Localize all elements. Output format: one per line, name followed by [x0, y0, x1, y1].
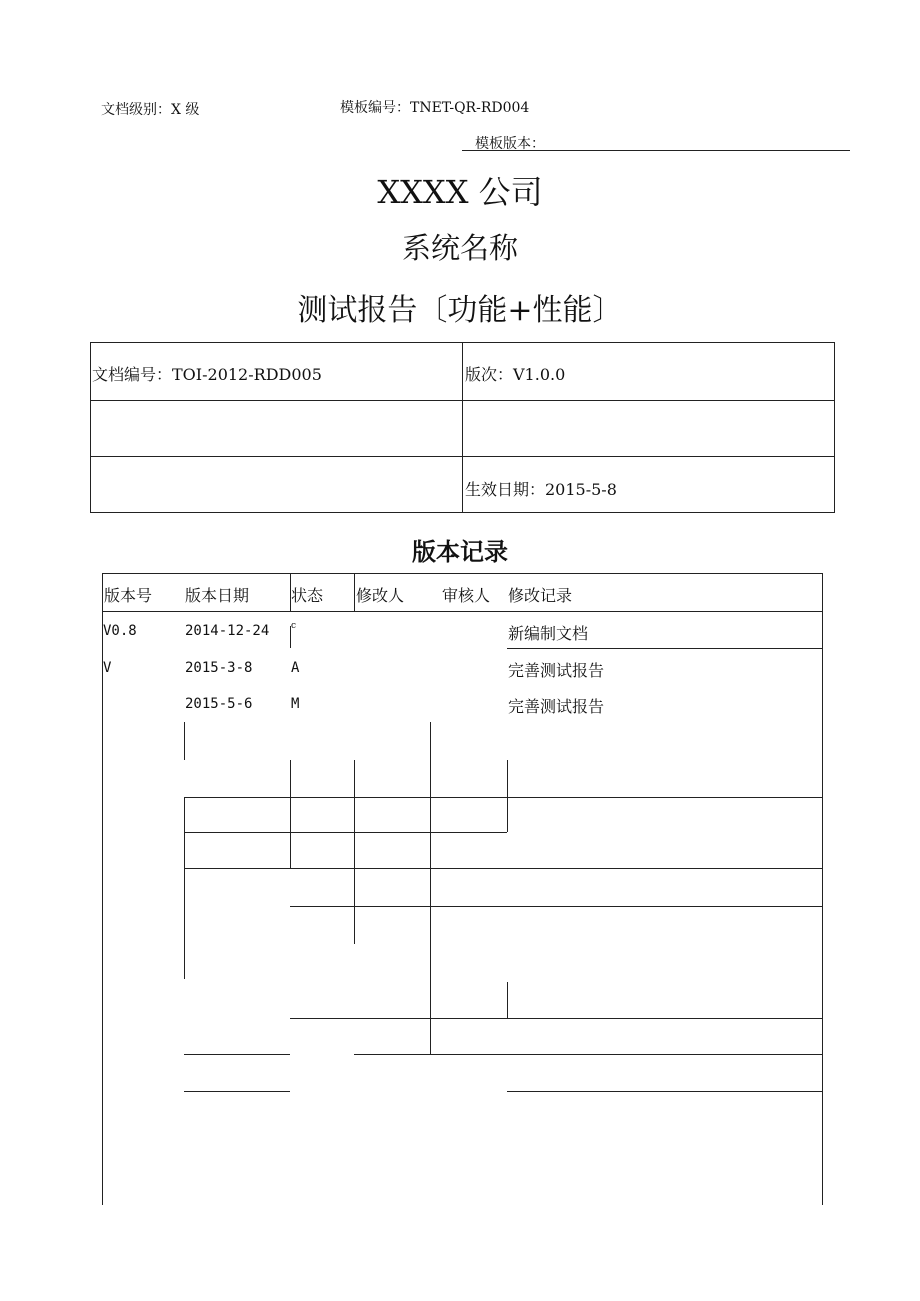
- info-table-col-divider: [462, 342, 463, 513]
- system-name-title: 系统名称: [401, 231, 518, 265]
- version-table-col-divider: [354, 573, 355, 611]
- col-header-reviewer: 审核人: [442, 586, 491, 605]
- grid-line: [290, 1018, 823, 1019]
- grid-line: [507, 982, 508, 1018]
- row-1-date: 2014-12-24: [185, 623, 270, 639]
- template-version-underline: [462, 150, 850, 151]
- row-1-record: 新编制文档: [508, 624, 589, 643]
- grid-line: [507, 1091, 823, 1092]
- col-header-record: 修改记录: [508, 586, 573, 605]
- row-2-version: V: [103, 660, 112, 676]
- row-3-status: M: [291, 696, 300, 712]
- grid-line: [184, 797, 185, 869]
- company-title: XXXX 公司: [377, 173, 543, 211]
- row-2-record: 完善测试报告: [508, 661, 605, 680]
- grid-line: [184, 868, 823, 869]
- row-1-version: V0.8: [103, 623, 137, 639]
- col-header-date: 版本日期: [185, 586, 250, 605]
- grid-line: [184, 722, 185, 760]
- document-number: 文档编号：TOI-2012-RDD005: [92, 365, 322, 384]
- grid-line: [354, 1054, 823, 1055]
- version-table-top-border: [102, 573, 823, 574]
- col-header-modifier: 修改人: [356, 586, 405, 605]
- row-2-status: A: [291, 660, 300, 676]
- grid-line: [290, 906, 823, 907]
- edition: 版次：V1.0.0: [465, 365, 566, 384]
- grid-line: [184, 1091, 290, 1092]
- row-3-record: 完善测试报告: [508, 697, 605, 716]
- row-3-date: 2015-5-6: [185, 696, 253, 712]
- col-header-version: 版本号: [104, 586, 153, 605]
- report-title: 测试报告〔功能+性能〕: [297, 293, 623, 328]
- grid-line: [184, 832, 507, 833]
- col-header-status: 状态: [291, 586, 324, 605]
- version-table-header-border: [102, 611, 823, 612]
- grid-line: [507, 760, 508, 832]
- grid-line: [430, 722, 431, 1055]
- template-version: 模板版本：: [475, 136, 545, 152]
- version-record-heading: 版本记录: [412, 538, 508, 566]
- row-divider: [507, 648, 823, 649]
- grid-line: [184, 1054, 290, 1055]
- row-2-date: 2015-3-8: [185, 660, 253, 676]
- row-1-status: c: [291, 621, 297, 631]
- grid-line: [354, 760, 355, 944]
- effective-date: 生效日期：2015-5-8: [465, 480, 617, 499]
- version-table-right-border: [822, 573, 823, 1205]
- grid-line: [184, 797, 823, 798]
- status-cell-mark: [290, 626, 291, 648]
- doc-level: 文档级别：X 级: [101, 102, 200, 118]
- template-number: 模板编号：TNET-QR-RD004: [340, 100, 530, 116]
- grid-line: [184, 868, 185, 979]
- grid-line: [290, 760, 291, 868]
